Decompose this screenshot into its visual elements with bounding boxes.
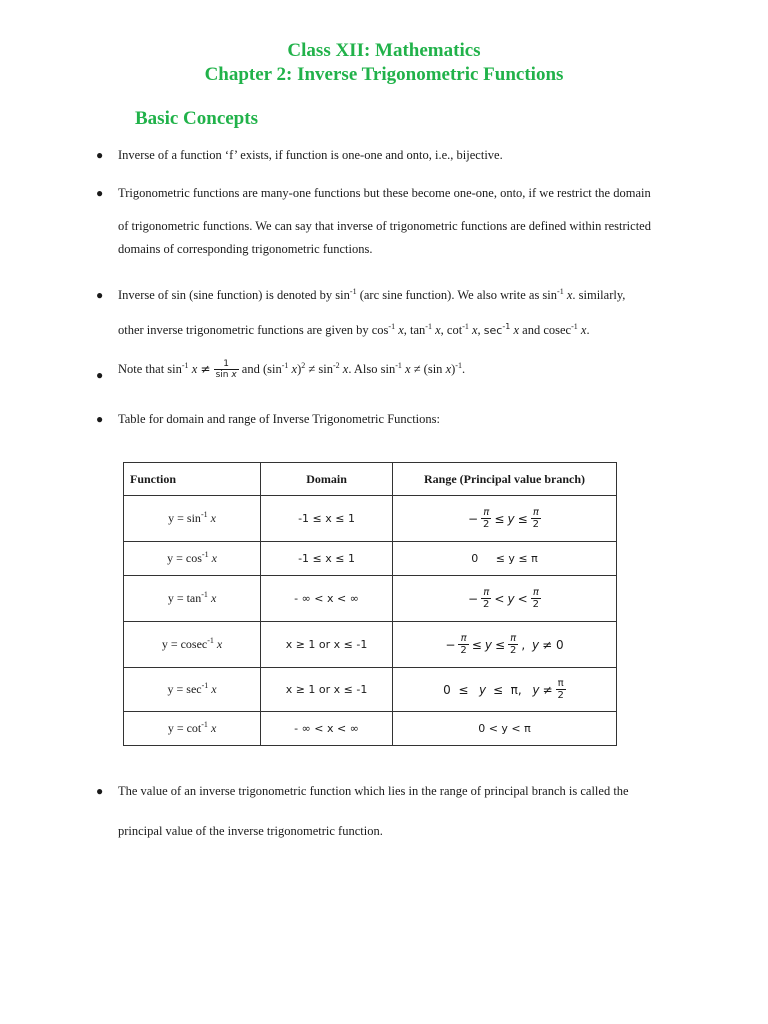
function-cell: $y = \sin^{-1} x$ <box>124 496 261 542</box>
domain-cell: - ∞ < x < ∞ <box>261 712 393 746</box>
range-cell: 0 ≤ y ≤ π <box>392 542 616 576</box>
table-row <box>124 542 617 576</box>
bullet-icon: ● <box>96 288 104 302</box>
domain-cell: -1 ≤ x ≤ 1 <box>261 496 393 542</box>
domain-cell: x ≥ 1 or x ≤ -1 <box>261 622 393 668</box>
bullet-icon: ● <box>96 148 104 162</box>
bullet-icon: ● <box>96 368 104 382</box>
range-cell: − $\frac{\pi}{2}$ ≤ y ≤ $\frac{\pi}{2}$ , y ≠ 0 <box>392 622 616 668</box>
domain-cell: x ≥ 1 or x ≤ -1 <box>261 668 393 712</box>
domain-range-table <box>123 462 617 746</box>
bullet-3-line-1: Inverse of sin (sine function) is denoted by $\sin^{-1} (arc$ sine function). We also write as $\sin^{-1} x$. similarly, <box>118 287 626 302</box>
bullet-1-text: Inverse of a function ‘f’ exists, if function is one-one and onto, i.e., bijective. <box>118 148 503 162</box>
bullet-6-line-2: principal value of the inverse trigonometric function. <box>118 824 383 838</box>
bullet-icon: ● <box>96 186 104 200</box>
bullet-6-line-1: The value of an inverse trigonometric function which lies in the range of principal branch is called the <box>118 784 629 798</box>
bullet-3-line-2: other inverse trigonometric functions are given by $\cos^{-1} x$, $\tan^{-1} x$, $\cot^{-1} x$, $\sec^{-1} x$ and cosec$^{-1}$ x. <box>118 322 590 337</box>
bullet-icon: ● <box>96 412 104 426</box>
table-row <box>124 496 617 542</box>
table-header-row <box>124 463 617 496</box>
class-title: Class XII: Mathematics <box>287 40 481 61</box>
bullet-2-line-3: domains of corresponding trigonometric functions. <box>118 242 373 256</box>
section-title: Basic Concepts <box>135 108 258 129</box>
range-cell: 0 ≤ y ≤ π, y ≠ $\frac{\pi}{2}$ <box>392 668 616 712</box>
bullet-2-line-1: Trigonometric functions are many-one functions but these become one-one, onto, if we restrict the domain <box>118 186 651 200</box>
table-row <box>124 576 617 622</box>
function-cell: $y = \cot^{-1} x$ <box>124 712 261 746</box>
header-function: Function <box>124 463 261 496</box>
table-row <box>124 622 617 668</box>
bullet-2-line-2: of trigonometric functions. We can say that inverse of trigonometric functions are defined within restricted <box>118 219 651 233</box>
domain-cell: - ∞ < x < ∞ <box>261 576 393 622</box>
function-cell: $y = \tan^{-1} x$ <box>124 576 261 622</box>
function-cell: $y = \cos^{-1} x$ <box>124 542 261 576</box>
bullet-icon: ● <box>96 784 104 798</box>
bullet-5-text: Table for domain and range of Inverse Trigonometric Functions: <box>118 412 440 426</box>
table-row <box>124 668 617 712</box>
range-cell: − $\frac{\pi}{2}$ ≤ y ≤ $\frac{\pi}{2}$ <box>392 496 616 542</box>
header-range: Range (Principal value branch) <box>392 463 616 496</box>
range-cell: 0 < y < π <box>392 712 616 746</box>
header-domain: Domain <box>261 463 393 496</box>
domain-cell: -1 ≤ x ≤ 1 <box>261 542 393 576</box>
chapter-title: Chapter 2: Inverse Trigonometric Functions <box>204 64 564 85</box>
function-cell: $y = \sec^{-1} x$ <box>124 668 261 712</box>
bullet-4-text: Note that $\sin^{-1} x$ ≠ $\frac{1}{\text{sin x}}$ and ($\sin^{-1}$ $x)^2 \ne \sin^{-2} x$. Also $\sin^{-1} x \ne (\sin$ x)$^{-1}$. <box>118 359 466 380</box>
function-cell: y = cosec$^{-1}$ x <box>124 622 261 668</box>
range-cell: − $\frac{\pi}{2}$ < y < $\frac{\pi}{2}$ <box>392 576 616 622</box>
table-row <box>124 712 617 746</box>
